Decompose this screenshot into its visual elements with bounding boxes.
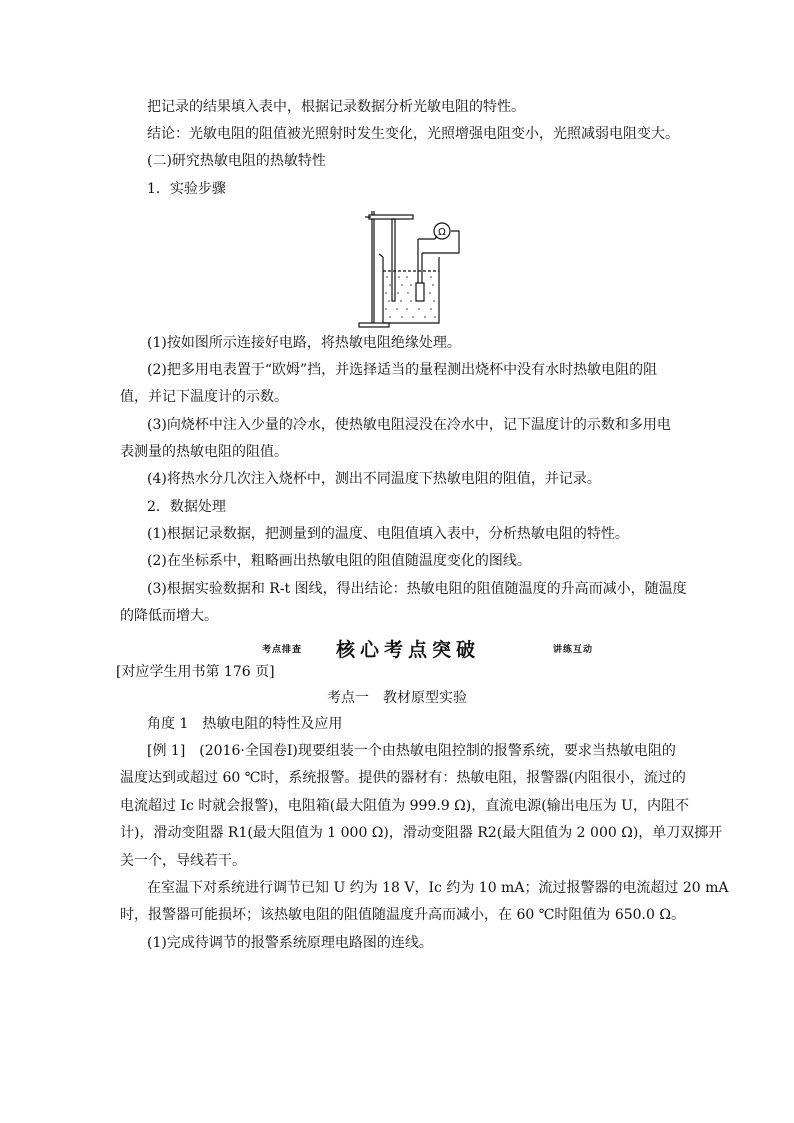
section-title: 考点一 教材原型实验	[327, 690, 467, 706]
subsection-heading: 2．数据处理	[147, 499, 226, 515]
experiment-apparatus-figure	[355, 205, 465, 330]
example-line: 关一个，导线若干。	[120, 853, 246, 869]
step-line: 值，并记下温度计的示数。	[120, 389, 288, 405]
step-line: (3)向烧杯中注入少量的冷水，使热敏电阻浸没在冷水中，记下温度计的示数和多用电	[147, 417, 671, 433]
data-line: (1)根据记录数据，把测量到的温度、电阻值填入表中，分析热敏电阻的特性。	[147, 526, 629, 542]
data-line: (3)根据实验数据和 R-t 图线，得出结论：热敏电阻的阻值随温度的升高而减小，随温度	[147, 581, 687, 597]
conclusion-line: 结论：光敏电阻的阻值被光照射时发生变化，光照增强电阻变小，光照减弱电阻变大。	[147, 126, 679, 142]
section-heading: (二)研究热敏电阻的热敏特性	[147, 153, 326, 169]
example-line: 计)，滑动变阻器 R1(最大阻值为 1 000 Ω)，滑动变阻器 R2(最大阻值为 2 000 Ω)，单刀双掷开	[120, 825, 723, 841]
angle-title: 角度 1 热敏电阻的特性及应用	[147, 716, 343, 732]
example-line: (1)完成待调节的报警系统原理电路图的连线。	[147, 935, 433, 951]
step-line: (2)把多用电表置于“欧姆”挡，并选择适当的量程测出烧杯中没有水时热敏电阻的阻	[147, 362, 658, 378]
data-line: (2)在坐标系中，粗略画出热敏电阻的阻值随温度变化的图线。	[147, 553, 531, 569]
text-line: 把记录的结果填入表中，根据记录数据分析光敏电阻的特性。	[147, 99, 525, 115]
step-line: (4)将热水分几次注入烧杯中，测出不同温度下热敏电阻的阻值，并记录。	[147, 471, 601, 487]
ohmmeter-symbol: Ω	[438, 227, 446, 238]
data-line: 的降低而增大。	[120, 608, 218, 624]
step-line: (1)按如图所示连接好电路，将热敏电阻绝缘处理。	[147, 335, 461, 351]
example-line: 电流超过 Ic 时就会报警)，电阻箱(最大阻值为 999.9 Ω)，直流电源(输出电压为 U，内阻不	[120, 798, 689, 814]
subsection-heading: 1．实验步骤	[147, 181, 226, 197]
banner-title: 核心考点突破	[336, 639, 481, 661]
example-line: 在室温下对系统进行调节已知 U 约为 18 V，Ic 约为 10 mA；流过报警器的电流超过 20 mA	[147, 880, 729, 896]
example-line: [例 1] (2016·全国卷Ⅰ)现要组装一个由热敏电阻控制的报警系统，要求当热敏电阻的	[147, 743, 676, 759]
banner-left-label: 考点排查	[262, 645, 303, 655]
page-reference: [对应学生用书第 176 页]	[116, 664, 275, 680]
example-line: 时，报警器可能损坏；该热敏电阻的阻值随温度升高而减小，在 60 ℃时阻值为 650.0 Ω。	[120, 907, 685, 923]
step-line: 表测量的热敏电阻的阻值。	[120, 444, 288, 460]
banner-right-label: 讲练互动	[553, 645, 594, 655]
example-line: 温度达到或超过 60 ℃时，系统报警。提供的器材有：热敏电阻，报警器(内阻很小，流过的	[120, 770, 686, 786]
